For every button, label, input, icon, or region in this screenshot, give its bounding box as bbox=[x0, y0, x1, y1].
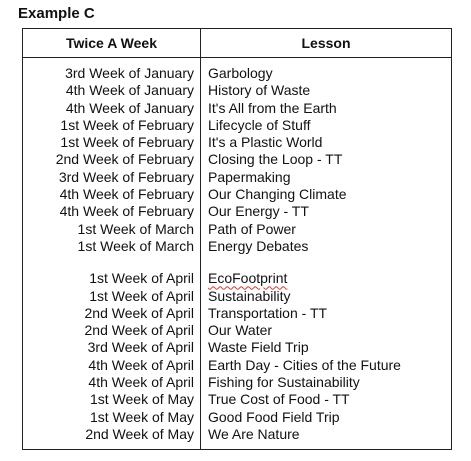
header-lesson: Lesson bbox=[301, 35, 351, 51]
week-cell: 3rd Week of January bbox=[65, 65, 194, 81]
lesson-cell: Good Food Field Trip bbox=[208, 408, 340, 425]
header-week: Twice A Week bbox=[65, 35, 158, 51]
spellcheck-underline: EcoFootprint bbox=[208, 270, 288, 287]
week-cell: 2nd Week of April bbox=[84, 304, 194, 321]
lesson-cell: It's All from the Earth bbox=[208, 99, 337, 116]
lesson-cell: Our Changing Climate bbox=[208, 186, 347, 203]
week-cell: 4th Week of February bbox=[59, 186, 194, 203]
week-cell: 4th Week of April bbox=[88, 356, 194, 373]
week-cell: 1st Week of February bbox=[60, 116, 194, 133]
week-cell: 1st Week of April bbox=[89, 287, 194, 304]
lesson-cell: Earth Day - Cities of the Future bbox=[208, 356, 401, 373]
lesson-cell: We Are Nature bbox=[208, 425, 300, 442]
week-cell: 4th Week of January bbox=[65, 99, 194, 116]
week-cell: 1st Week of March bbox=[77, 237, 194, 254]
lesson-cell: True Cost of Food - TT bbox=[208, 391, 350, 408]
schedule-table bbox=[22, 28, 452, 450]
week-cell: 3rd Week of February bbox=[58, 168, 194, 185]
lesson-column bbox=[208, 65, 447, 443]
week-cell: 1st Week of March bbox=[77, 220, 194, 237]
lesson-cell: History of Waste bbox=[208, 82, 311, 99]
lesson-cell: Waste Field Trip bbox=[208, 339, 309, 356]
lesson-cell: Garbology bbox=[208, 65, 273, 81]
week-cell: 1st Week of May bbox=[89, 408, 194, 425]
lesson-cell: Papermaking bbox=[208, 168, 291, 185]
week-cell: 1st Week of May bbox=[89, 391, 194, 408]
caption: Example C bbox=[18, 5, 95, 22]
week-cell: 3rd Week of April bbox=[87, 339, 194, 356]
lesson-cell: Lifecycle of Stuff bbox=[208, 116, 311, 133]
column-divider bbox=[200, 29, 201, 449]
week-cell: 1st Week of April bbox=[89, 270, 194, 287]
week-cell: 2nd Week of February bbox=[55, 151, 194, 168]
lesson-cell: Closing the Loop - TT bbox=[208, 151, 343, 168]
group-gap bbox=[23, 255, 194, 270]
lesson-cell: Our Energy - TT bbox=[208, 203, 309, 220]
week-cell: 2nd Week of April bbox=[84, 322, 194, 339]
week-cell: 4th Week of February bbox=[59, 203, 194, 220]
lesson-cell: Our Water bbox=[208, 322, 273, 339]
lesson-cell bbox=[208, 270, 447, 287]
week-cell: 4th Week of January bbox=[65, 82, 194, 99]
lesson-cell: Sustainability bbox=[208, 287, 291, 304]
week-cell: 2nd Week of May bbox=[85, 425, 194, 442]
lesson-cell: It's a Plastic World bbox=[208, 134, 323, 151]
lesson-cell: Fishing for Sustainability bbox=[208, 374, 360, 391]
week-cell: 1st Week of February bbox=[60, 134, 194, 151]
week-column bbox=[23, 65, 194, 443]
group-gap bbox=[208, 255, 447, 270]
week-cell: 4th Week of April bbox=[88, 374, 194, 391]
header-divider bbox=[23, 57, 451, 58]
lesson-cell: Path of Power bbox=[208, 220, 296, 237]
lesson-cell: Transportation - TT bbox=[208, 304, 328, 321]
lesson-cell: Energy Debates bbox=[208, 237, 309, 254]
